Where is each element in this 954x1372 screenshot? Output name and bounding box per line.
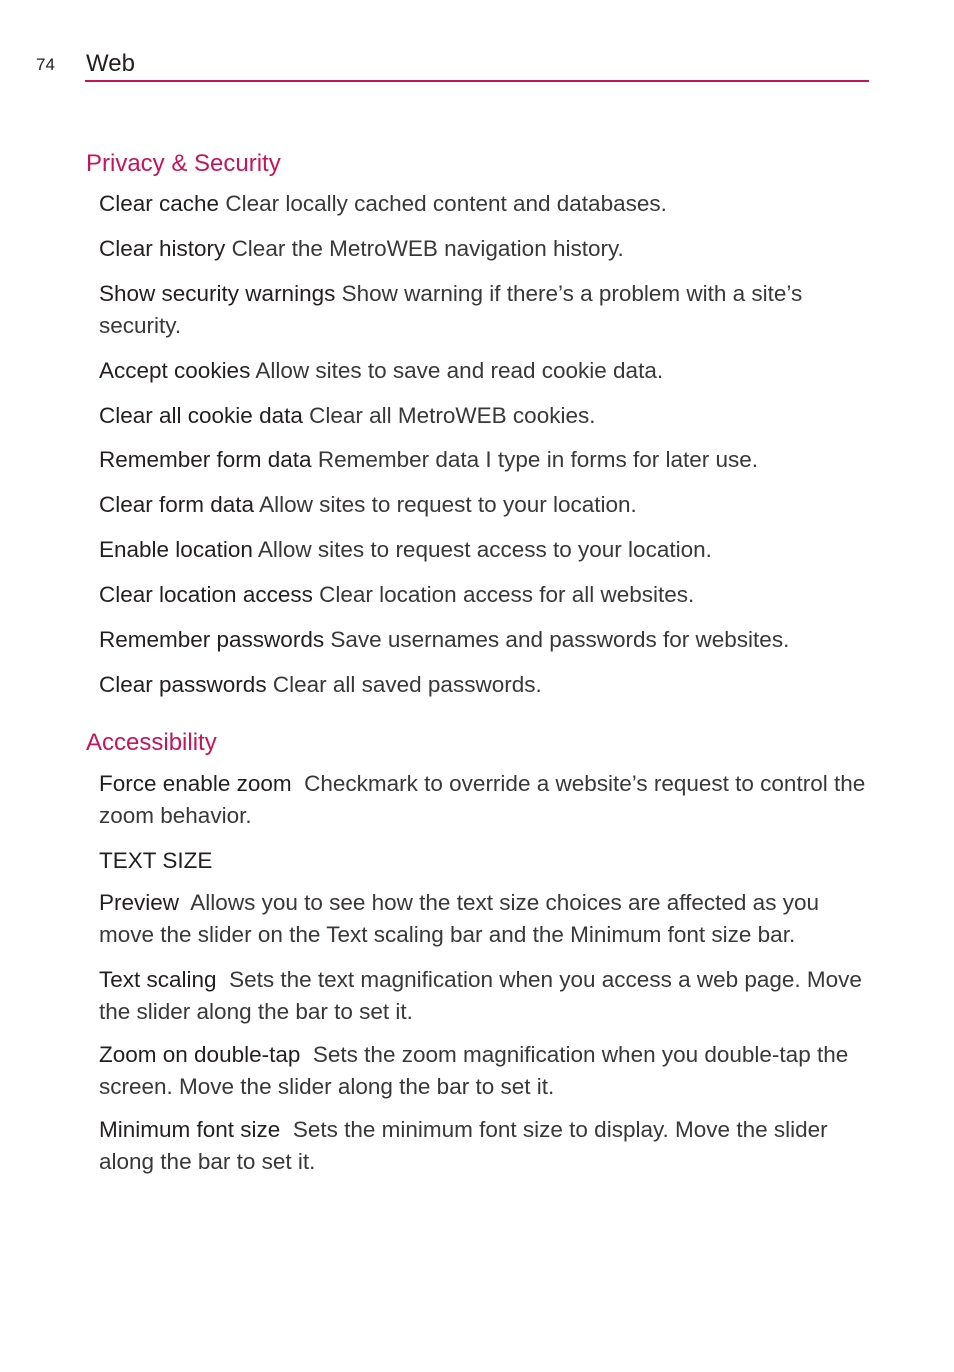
entry-term: Accept cookies [99,358,251,383]
entry-remember-form-data [99,444,874,476]
entry-clear-form-data [99,489,874,521]
text-size-heading: TEXT SIZE [99,848,213,873]
entry-term: Clear form data [99,492,255,517]
entry-term: Clear location access [99,582,313,607]
entry-zoom-on-double-tap [99,1039,874,1103]
entry-description: Clear locally cached content and databases. [225,191,667,216]
entry-term: Minimum font size [99,1117,281,1142]
entry-force-enable-zoom [99,768,874,832]
entry-description: Sets the minimum font size to display. Move the slider along the bar to set it. [99,1117,828,1174]
entry-description: Clear all saved passwords. [272,672,542,697]
privacy-security-heading: Privacy & Security [86,150,281,177]
header-divider [85,80,869,82]
entry-term: Clear passwords [99,672,267,697]
entry-description: Clear location access for all websites. [319,582,695,607]
entry-term: Remember passwords [99,627,325,652]
entry-clear-history [99,233,874,265]
page-header [0,0,954,84]
entry-clear-passwords [99,669,874,701]
entry-description: Sets the zoom magnification when you double-tap the screen. Move the slider along the bar to set it. [99,1042,849,1099]
entry-description: Allow sites to save and read cookie data. [255,358,664,383]
entry-description: Clear the MetroWEB navigation history. [231,236,624,261]
entry-description: Allow sites to request access to your location. [257,537,712,562]
entry-term: Preview [99,890,180,915]
entry-enable-location [99,534,874,566]
entry-remember-passwords [99,624,874,656]
entry-show-security-warnings [99,278,874,342]
entry-term: Clear all cookie data [99,403,303,428]
entry-clear-location-access [99,579,874,611]
entry-clear-cache [99,188,874,220]
entry-description: Sets the text magnification when you access a web page. Move the slider along the bar to set it. [99,967,862,1024]
entry-term: Enable location [99,537,253,562]
entry-term: Clear cache [99,191,220,216]
page-number: 74 [36,55,55,74]
entry-term: Clear history [99,236,226,261]
entry-description: Allows you to see how the text size choices are affected as you move the slider on the Text scaling bar and the Minimum font size bar. [99,890,819,947]
entry-description: Save usernames and passwords for websites. [330,627,790,652]
entry-description: Allow sites to request to your location. [259,492,637,517]
entry-term: Show security warnings [99,281,336,306]
entry-term: Force enable zoom [99,771,292,796]
text-size-label [99,845,874,877]
entry-text-scaling [99,964,874,1028]
entry-description: Checkmark to override a website’s request to control the zoom behavior. [99,771,866,828]
accessibility-heading: Accessibility [86,729,217,756]
entry-clear-all-cookie-data [99,400,874,432]
entry-preview [99,887,874,951]
entry-term: Text scaling [99,967,217,992]
entry-description: Remember data I type in forms for later use. [317,447,759,472]
entry-term: Zoom on double-tap [99,1042,301,1067]
entry-description: Show warning if there’s a problem with a site’s security. [99,281,803,338]
entry-description: Clear all MetroWEB cookies. [309,403,596,428]
section-title: Web [86,50,135,77]
entry-accept-cookies [99,355,874,387]
entry-minimum-font-size [99,1114,874,1178]
entry-term: Remember form data [99,447,312,472]
